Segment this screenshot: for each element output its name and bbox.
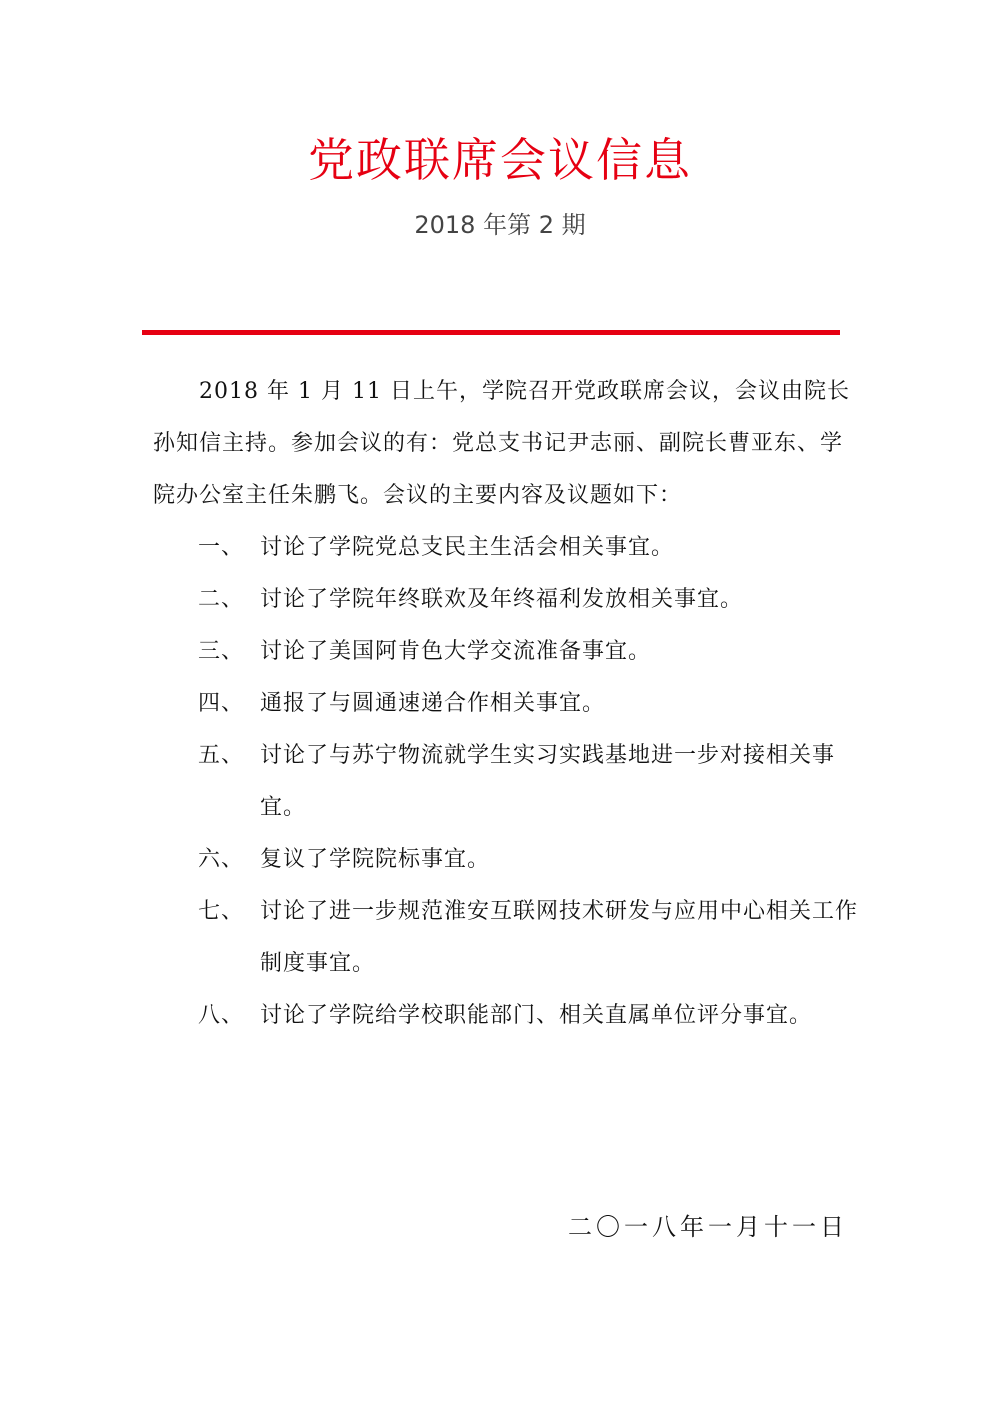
agenda-text: 讨论了进一步规范淮安互联网技术研发与应用中心相关工作制度事宜。 xyxy=(260,899,859,976)
agenda-number: 七、 xyxy=(198,899,245,924)
agenda-text: 讨论了学院给学校职能部门、相关直属单位评分事宜。 xyxy=(260,1003,813,1028)
document-date: 二〇一八年一月十一日 xyxy=(568,1213,848,1241)
agenda-item xyxy=(198,834,858,886)
intro-paragraph xyxy=(153,366,853,522)
agenda-text: 讨论了与苏宁物流就学生实习实践基地进一步对接相关事宜。 xyxy=(260,743,836,820)
agenda-number: 一、 xyxy=(198,535,245,560)
agenda-number: 八、 xyxy=(198,1003,245,1028)
agenda-number: 六、 xyxy=(198,847,245,872)
agenda-item xyxy=(198,990,858,1042)
agenda-number: 二、 xyxy=(198,587,245,612)
agenda-number: 三、 xyxy=(198,639,245,664)
agenda-item xyxy=(198,730,858,834)
agenda-item xyxy=(198,574,858,626)
agenda-item xyxy=(198,678,858,730)
agenda-text: 讨论了学院年终联欢及年终福利发放相关事宜。 xyxy=(260,587,744,612)
agenda-text: 讨论了学院党总支民主生活会相关事宜。 xyxy=(260,535,675,560)
intro-text: 2018 年 1 月 11 日上午，学院召开党政联席会议，会议由院长孙知信主持。参加会议的有：党总支书记尹志丽、副院长曹亚东、学院办公室主任朱鹏飞。会议的主要内容及议题如下： xyxy=(153,379,850,508)
agenda-number: 五、 xyxy=(198,743,245,768)
agenda-number: 四、 xyxy=(198,691,245,716)
agenda-text: 讨论了美国阿肯色大学交流准备事宜。 xyxy=(260,639,652,664)
issue-number: 2018 年第 2 期 xyxy=(414,211,586,239)
red-divider xyxy=(142,330,840,335)
agenda-list xyxy=(198,522,858,1042)
agenda-text: 复议了学院院标事宜。 xyxy=(260,847,491,872)
agenda-item xyxy=(198,522,858,574)
agenda-item xyxy=(198,626,858,678)
agenda-text: 通报了与圆通速递合作相关事宜。 xyxy=(260,691,606,716)
document-title: 党政联席会议信息 xyxy=(308,133,692,187)
agenda-item xyxy=(198,886,858,990)
